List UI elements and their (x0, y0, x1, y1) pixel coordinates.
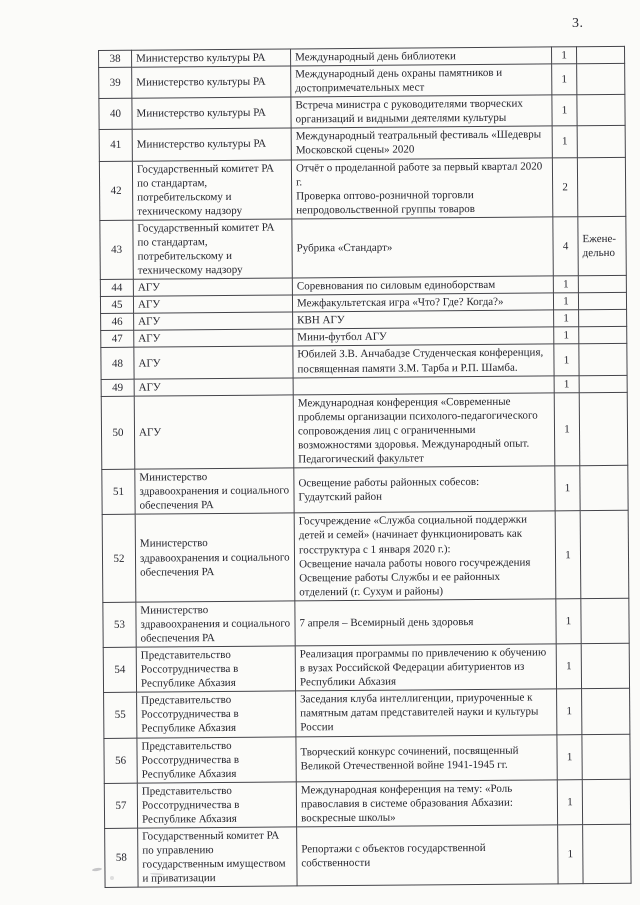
note-cell (576, 46, 624, 63)
organization-cell: Представительство Россотрудничества в Республике Абхазия (136, 646, 295, 692)
note-cell (577, 157, 625, 217)
row-number-cell: 56 (104, 738, 137, 783)
count-cell: 1 (555, 511, 581, 599)
table-row (102, 465, 628, 514)
organization-cell: Представительство Россотрудничества в Республике Абхазия (137, 691, 296, 737)
description-cell: Репортажи с объектов государственной собственности (297, 825, 558, 886)
description-cell: Госучреждение «Служба социальной поддержки детей и семей» (начинает функционировать как госструктура с 1 января 2020 г.): Освещение начала работы нового госучреждения Освещение работы Службы и ее районных отделений (г. Сухум и районы) (294, 511, 556, 601)
table-row (100, 216, 626, 279)
description-cell: Соревнования по силовым единоборствам (292, 276, 553, 295)
note-cell (579, 327, 627, 344)
count-cell: 1 (556, 599, 581, 644)
organization-cell: АГУ (134, 346, 293, 378)
organization-cell: Министерство здравоохранения и социального обеспечения РА (135, 468, 294, 514)
count-cell: 1 (552, 126, 577, 157)
table-row (101, 344, 627, 379)
table-row (99, 63, 625, 98)
table-row (104, 689, 630, 738)
organization-cell: АГУ (134, 395, 294, 470)
note-cell (581, 598, 629, 644)
note-cell (582, 779, 630, 825)
note-cell (577, 126, 625, 158)
row-number-cell: 41 (99, 130, 132, 161)
description-cell: Встреча министра с руководителями творческих организаций и видными деятелями культуры (291, 95, 552, 128)
count-cell: 1 (557, 779, 582, 824)
row-number-cell: 44 (100, 279, 133, 296)
table-row (101, 392, 628, 470)
organization-cell: Представительство Россотрудничества в Республике Абхазия (137, 782, 296, 828)
description-cell: Международная конференция на тему: «Роль православия в системе образования Абхазии: воскресные школы» (296, 780, 557, 827)
description-cell: Отчёт о проделанной работе за первый квартал 2020 г. Проверка оптово-розничной торговли непродовольственной группы товаров (291, 157, 552, 218)
description-cell: Творческий конкурс сочинений, посвященный Великой Отечественной войне 1941-1945 гг. (296, 734, 557, 781)
row-number-cell: 49 (101, 379, 134, 396)
count-cell: 1 (552, 95, 577, 126)
count-cell: 1 (554, 310, 579, 327)
note-cell (577, 95, 625, 127)
row-number-cell: 39 (99, 67, 132, 98)
row-number-cell: 46 (101, 314, 134, 331)
table-row (104, 734, 630, 783)
row-number-cell: 58 (105, 828, 138, 888)
scan-noise-mark (92, 867, 102, 871)
row-number-cell: 53 (103, 602, 136, 647)
note-cell (580, 511, 629, 599)
organization-cell: Министерство культуры РА (132, 66, 291, 98)
table-row (99, 157, 625, 220)
organization-cell: Государственный комитет РА по стандартам, потребительскому и техническому надзору (132, 159, 291, 220)
count-cell: 1 (554, 344, 579, 375)
count-cell: 1 (551, 47, 576, 64)
count-cell: 1 (554, 375, 579, 392)
row-number-cell: 43 (100, 220, 133, 280)
organization-cell: Министерство здравоохранения и социального обеспечения РА (136, 601, 295, 647)
scan-noise-mark (110, 876, 114, 880)
organization-cell: Государственный комитет РА по стандартам, потребительскому и техническому надзору (133, 219, 292, 280)
organization-cell: АГУ (134, 312, 293, 330)
description-cell: Реализация программы по привлечению к обучению в вузах Российской Федерации абитуриентов из Республики Абхазия (295, 644, 556, 691)
count-cell: 1 (555, 466, 580, 511)
description-cell: КВН АГУ (293, 310, 554, 329)
note-cell (578, 293, 626, 310)
note-cell (579, 375, 627, 392)
note-cell (582, 689, 630, 735)
count-cell: 1 (556, 644, 581, 689)
row-number-cell: 47 (101, 331, 134, 348)
table-row (104, 779, 630, 828)
note-cell: Ежене-дельно (578, 216, 626, 276)
organization-cell: Министерство культуры РА (132, 97, 291, 129)
page-number: 3. (572, 16, 584, 31)
organization-cell: Государственный комитет РА по управлению государственным имуществом и приватизации (138, 827, 297, 888)
note-cell (578, 275, 626, 292)
row-number-cell: 55 (104, 692, 137, 737)
description-cell: Международный театральный фестиваль «Шедевры Московской сцены» 2020 (291, 126, 552, 159)
note-cell (579, 344, 627, 376)
table-row (99, 95, 625, 130)
table-row (105, 824, 631, 887)
description-cell: Межфакультетская игра «Что? Где? Когда?» (292, 293, 553, 312)
count-cell: 1 (557, 689, 582, 734)
description-cell: Международный день охраны памятников и достопримечательных мест (291, 64, 552, 97)
note-cell (581, 643, 629, 689)
description-cell (293, 376, 554, 395)
row-number-cell: 51 (102, 469, 135, 514)
table-row (99, 126, 625, 161)
note-cell (579, 392, 628, 466)
table-body (99, 46, 632, 887)
description-cell: 7 апреля – Всемирный день здоровья (295, 599, 556, 646)
organization-cell: АГУ (134, 329, 293, 347)
row-number-cell: 50 (101, 396, 135, 470)
count-cell: 1 (558, 825, 583, 885)
count-cell: 1 (553, 276, 578, 293)
description-cell: Мини-футбол АГУ (293, 327, 554, 346)
description-cell: Рубрика «Стандарт» (292, 217, 553, 278)
row-number-cell: 57 (104, 783, 137, 828)
table-row (103, 598, 629, 647)
note-cell (582, 734, 630, 780)
organization-cell: Министерство здравоохранения и социального обеспечения РА (135, 513, 295, 602)
note-cell (579, 310, 627, 327)
row-number-cell: 48 (101, 348, 134, 379)
count-cell: 2 (552, 157, 577, 217)
description-cell: Международный день библиотеки (291, 47, 552, 66)
row-number-cell: 42 (99, 161, 132, 221)
organization-cell: Министерство культуры РА (132, 128, 291, 160)
row-number-cell: 38 (99, 50, 132, 67)
organization-cell: АГУ (133, 295, 292, 313)
row-number-cell: 54 (103, 647, 136, 692)
note-cell (583, 824, 631, 884)
note-cell (577, 63, 625, 95)
count-cell: 4 (553, 217, 578, 277)
description-cell: Юбилей З.В. Анчабадзе Студенческая конференция, посвященная памяти З.М. Тарба и Р.П. Шамба. (293, 344, 554, 377)
description-cell: Международная конференция «Современные проблемы организации психолого-педагогического сопровождения лиц с ограниченными возможностями здоровья. Международный опыт. Педагогический факультет (293, 393, 555, 468)
row-number-cell: 45 (100, 296, 133, 313)
count-cell: 1 (554, 392, 580, 466)
count-cell: 1 (553, 293, 578, 310)
count-cell: 1 (557, 734, 582, 779)
table-row (102, 511, 629, 603)
description-cell: Освещение работы районных собесов: Гудаутский район (294, 466, 555, 513)
scanned-table-area (98, 46, 632, 888)
count-cell: 1 (552, 64, 577, 95)
organization-cell: Министерство культуры РА (132, 49, 291, 67)
row-number-cell: 52 (102, 515, 136, 603)
count-cell: 1 (554, 327, 579, 344)
organization-cell: АГУ (134, 378, 293, 396)
organization-cell: АГУ (133, 278, 292, 296)
organization-cell: Представительство Россотрудничества в Республике Абхазия (137, 736, 296, 782)
row-number-cell: 40 (99, 98, 132, 129)
table-row (103, 643, 629, 692)
note-cell (580, 465, 628, 511)
description-cell: Заседания клуба интеллигенции, приуроченные к памятным датам представителей науки и культуры России (296, 689, 557, 736)
media-plan-table (98, 46, 632, 888)
